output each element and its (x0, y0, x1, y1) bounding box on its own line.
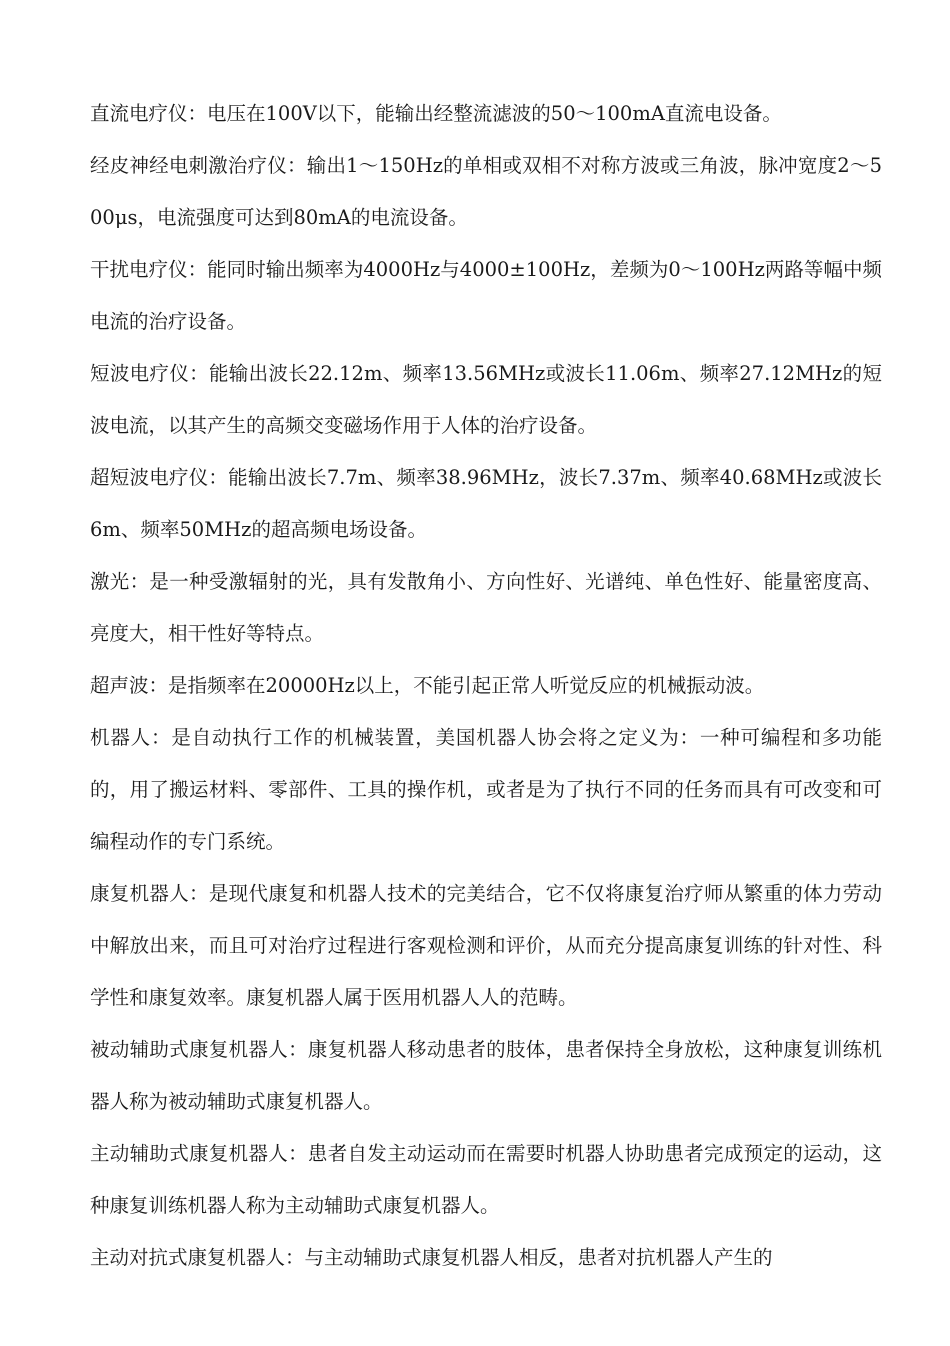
paragraph-dc-therapy: 直流电疗仪：电压在100V以下，能输出经整流滤波的50～100mA直流电设备。 (90, 102, 782, 125)
paragraph-shortwave: 短波电疗仪：能输出波长22.12m、频率13.56MHz或波长11.06m、频率27.12MHz的短波电流，以其产生的高频交变磁场作用于人体的治疗设备。 (90, 362, 882, 437)
paragraph-active-resist-robot: 主动对抗式康复机器人：与主动辅助式康复机器人相反，患者对抗机器人产生的 (90, 1246, 773, 1269)
paragraph-interference-therapy: 干扰电疗仪：能同时输出频率为4000Hz与4000±100Hz，差频为0～100Hz两路等幅中频电流的治疗设备。 (90, 258, 882, 333)
paragraph-passive-assist-robot: 被动辅助式康复机器人：康复机器人移动患者的肢体，患者保持全身放松，这种康复训练机器人称为被动辅助式康复机器人。 (90, 1038, 882, 1113)
paragraph-laser: 激光：是一种受激辐射的光，具有发散角小、方向性好、光谱纯、单色性好、能量密度高、亮度大，相干性好等特点。 (90, 570, 882, 645)
paragraph-robot: 机器人：是自动执行工作的机械装置，美国机器人协会将之定义为：一种可编程和多功能的，用了搬运材料、零部件、工具的操作机，或者是为了执行不同的任务而具有可改变和可编程动作的专门系统。 (90, 726, 882, 853)
paragraph-ultrashortwave: 超短波电疗仪：能输出波长7.7m、频率38.96MHz，波长7.37m、频率40.68MHz或波长6m、频率50MHz的超高频电场设备。 (90, 466, 882, 541)
paragraph-active-assist-robot: 主动辅助式康复机器人：患者自发主动运动而在需要时机器人协助患者完成预定的运动，这种康复训练机器人称为主动辅助式康复机器人。 (90, 1142, 882, 1217)
document-body (90, 88, 882, 1284)
paragraph-rehab-robot: 康复机器人：是现代康复和机器人技术的完美结合，它不仅将康复治疗师从繁重的体力劳动中解放出来，而且可对治疗过程进行客观检测和评价，从而充分提高康复训练的针对性、科学性和康复效率。康复机器人属于医用机器人人的范畴。 (90, 882, 882, 1009)
paragraph-tens: 经皮神经电刺激治疗仪：输出1～150Hz的单相或双相不对称方波或三角波，脉冲宽度2～500μs，电流强度可达到80mA的电流设备。 (90, 154, 882, 229)
paragraph-ultrasound: 超声波：是指频率在20000Hz以上，不能引起正常人听觉反应的机械振动波。 (90, 674, 765, 697)
